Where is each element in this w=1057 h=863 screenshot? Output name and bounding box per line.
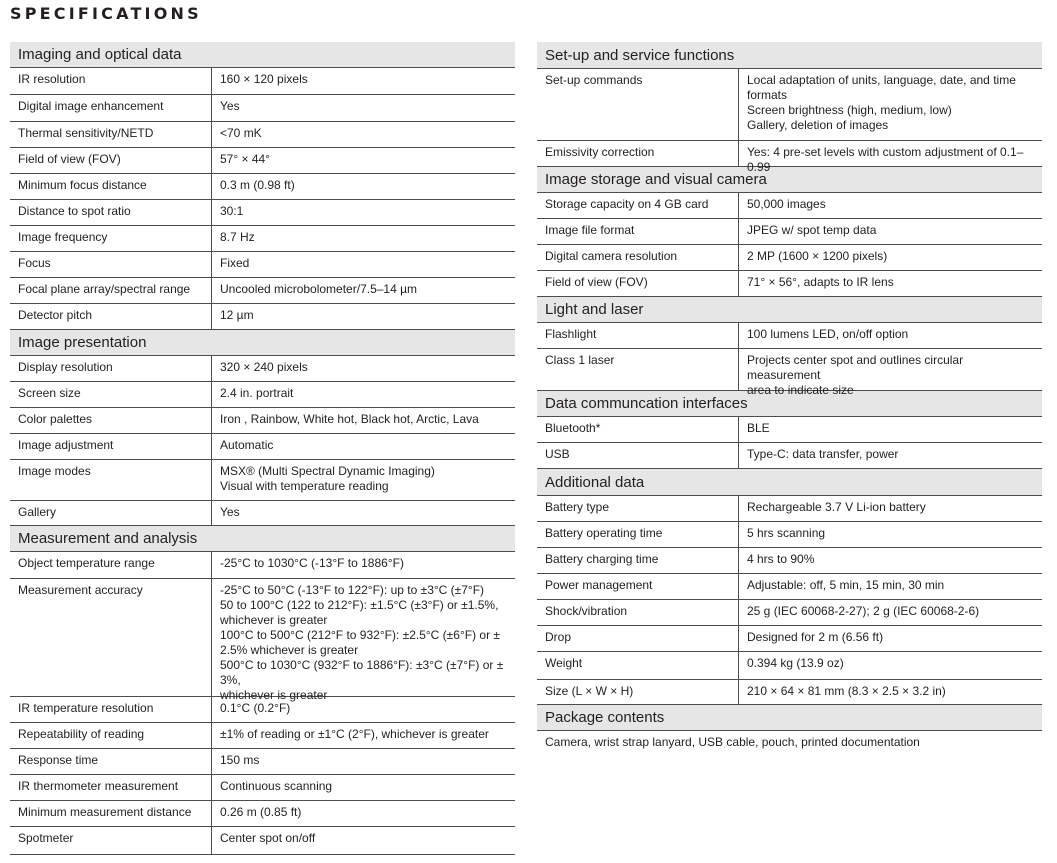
spec-value	[212, 252, 515, 277]
spec-row	[537, 626, 1042, 652]
spec-value-line: JPEG w/ spot temp data	[747, 223, 877, 237]
spec-value	[739, 417, 1042, 442]
spec-label: Thermal sensitivity/NETD	[10, 122, 212, 147]
spec-value-line: 30:1	[220, 204, 244, 218]
spec-value-line: 5 hrs scanning	[747, 526, 826, 540]
spec-label: Drop	[537, 626, 739, 651]
spec-value-line: Projects center spot and outlines circular measurement	[747, 353, 964, 382]
spec-value-line: -25°C to 1030°C (-13°F to 1886°F)	[220, 556, 404, 570]
spec-label: Screen size	[10, 382, 212, 407]
spec-value-line: BLE	[747, 421, 770, 435]
spec-row	[537, 522, 1042, 548]
spec-value-line: Yes: 4 pre-set levels with custom adjustment of 0.1–0.99	[747, 145, 1024, 174]
spec-label: Minimum focus distance	[10, 174, 212, 199]
spec-label: Object temperature range	[10, 552, 212, 578]
spec-label: IR thermometer measurement	[10, 775, 212, 800]
spec-row	[537, 496, 1042, 522]
spec-row	[537, 652, 1042, 680]
spec-row	[537, 193, 1042, 219]
spec-row	[10, 408, 515, 434]
spec-label: Color palettes	[10, 408, 212, 433]
section-heading: Data communcation interfaces	[537, 391, 1042, 417]
section-heading: Imaging and optical data	[10, 42, 515, 68]
spec-label: Power management	[537, 574, 739, 599]
spec-value	[212, 723, 515, 748]
spec-label: Battery type	[537, 496, 739, 521]
spec-value	[212, 827, 515, 854]
spec-value-line: 210 × 64 × 81 mm (8.3 × 2.5 × 3.2 in)	[747, 684, 946, 698]
spec-value	[212, 122, 515, 147]
spec-value	[212, 95, 515, 121]
spec-row	[10, 382, 515, 408]
section-heading: Measurement and analysis	[10, 526, 515, 552]
spec-label: Size (L × W × H)	[537, 680, 739, 704]
spec-value	[739, 219, 1042, 244]
right-spec-column	[537, 42, 1042, 761]
section-heading: Additional data	[537, 469, 1042, 496]
spec-value	[739, 680, 1042, 704]
spec-value	[212, 501, 515, 525]
spec-row	[537, 600, 1042, 626]
spec-label: Digital camera resolution	[537, 245, 739, 270]
spec-label: Digital image enhancement	[10, 95, 212, 121]
spec-value-line: Continuous scanning	[220, 779, 333, 793]
spec-value-line: ±1% of reading or ±1°C (2°F), whichever is greater	[220, 727, 489, 741]
spec-row	[10, 95, 515, 122]
spec-row	[10, 252, 515, 278]
spec-label: Response time	[10, 749, 212, 774]
spec-value	[212, 434, 515, 459]
spec-value-line: 100 lumens LED, on/off option	[747, 327, 909, 341]
spec-row	[537, 271, 1042, 297]
spec-value-line: 0.3 m (0.98 ft)	[220, 178, 295, 192]
spec-value	[212, 801, 515, 826]
spec-value-line: formats	[747, 88, 788, 102]
section-heading: Set-up and service functions	[537, 42, 1042, 69]
spec-row	[10, 304, 515, 330]
spec-row	[10, 278, 515, 304]
spec-value-line: 4 hrs to 90%	[747, 552, 815, 566]
spec-row	[10, 434, 515, 460]
spec-label: Shock/vibration	[537, 600, 739, 625]
spec-label: Display resolution	[10, 356, 212, 381]
spec-value-line: 12 µm	[220, 308, 254, 322]
spec-row	[10, 775, 515, 801]
spec-value-line: 0.26 m (0.85 ft)	[220, 805, 302, 819]
spec-value-line: 0.394 kg (13.9 oz)	[747, 656, 844, 670]
spec-value	[212, 697, 515, 722]
section-heading: Image storage and visual camera	[537, 167, 1042, 193]
spec-value	[212, 68, 515, 94]
spec-value-line: Yes	[220, 505, 240, 519]
left-spec-column	[10, 42, 515, 855]
spec-row	[10, 697, 515, 723]
spec-value-line: Gallery, deletion of images	[747, 118, 889, 132]
spec-label: Measurement accuracy	[10, 579, 212, 696]
spec-label: Image file format	[537, 219, 739, 244]
spec-value	[739, 245, 1042, 270]
spec-row	[537, 219, 1042, 245]
spec-value	[739, 496, 1042, 521]
section-heading: Light and laser	[537, 297, 1042, 323]
spec-value-line: 150 ms	[220, 753, 260, 767]
spec-row	[10, 827, 515, 855]
spec-value-line: Visual with temperature reading	[220, 479, 389, 493]
spec-row	[537, 680, 1042, 705]
spec-row	[537, 548, 1042, 574]
spec-row	[10, 801, 515, 827]
spec-value-line: Adjustable: off, 5 min, 15 min, 30 min	[747, 578, 945, 592]
spec-value-line: 100°C to 500°C (212°F to 932°F): ±2.5°C (±6°F) or ±	[220, 628, 500, 642]
spec-value-line: 71° × 56°, adapts to IR lens	[747, 275, 894, 289]
spec-value-line: Uncooled microbolometer/7.5–14 µm	[220, 282, 418, 296]
spec-value-line: 500°C to 1030°C (932°F to 1886°F): ±3°C (±7°F) or ± 3%,	[220, 658, 504, 687]
spec-value	[212, 749, 515, 774]
spec-value	[212, 356, 515, 381]
spec-value	[739, 626, 1042, 651]
spec-row	[10, 122, 515, 148]
spec-value-line: 50,000 images	[747, 197, 826, 211]
spec-value-line: 8.7 Hz	[220, 230, 255, 244]
spec-label: Flashlight	[537, 323, 739, 348]
spec-label: Focus	[10, 252, 212, 277]
spec-value	[739, 600, 1042, 625]
spec-label: Detector pitch	[10, 304, 212, 329]
spec-label: Distance to spot ratio	[10, 200, 212, 225]
spec-value	[739, 193, 1042, 218]
spec-label: USB	[537, 443, 739, 468]
spec-value	[212, 174, 515, 199]
spec-value-line: Screen brightness (high, medium, low)	[747, 103, 952, 117]
spec-value-line: 2.4 in. portrait	[220, 386, 294, 400]
spec-label: Emissivity correction	[537, 141, 739, 166]
spec-label: Image modes	[10, 460, 212, 500]
spec-value-line: MSX® (Multi Spectral Dynamic Imaging)	[220, 464, 435, 478]
spec-value	[212, 460, 515, 500]
spec-label: Weight	[537, 652, 739, 679]
section-heading: Package contents	[537, 705, 1042, 731]
spec-row	[10, 723, 515, 749]
spec-row	[10, 579, 515, 702]
spec-value-line: 50 to 100°C (122 to 212°F): ±1.5°C (±3°F) or ±1.5%,	[220, 598, 499, 612]
spec-row	[537, 141, 1042, 174]
spec-label: Focal plane array/spectral range	[10, 278, 212, 303]
section-heading: Image presentation	[10, 330, 515, 356]
spec-value	[739, 271, 1042, 296]
spec-value	[212, 382, 515, 407]
spec-label: Image adjustment	[10, 434, 212, 459]
spec-label: IR temperature resolution	[10, 697, 212, 722]
spec-value	[212, 579, 515, 702]
spec-label: Class 1 laser	[537, 349, 739, 390]
spec-value	[212, 304, 515, 329]
spec-label: Image frequency	[10, 226, 212, 251]
spec-value-line: Yes	[220, 99, 240, 113]
spec-value	[212, 552, 515, 578]
spec-row	[537, 323, 1042, 349]
spec-value-line: 160 × 120 pixels	[220, 72, 308, 86]
spec-value-line: 2 MP (1600 × 1200 pixels)	[747, 249, 888, 263]
spec-row	[537, 349, 1042, 397]
spec-label: Spotmeter	[10, 827, 212, 854]
spec-value-line: area to indicate size	[747, 383, 854, 397]
spec-value-line: 25 g (IEC 60068-2-27); 2 g (IEC 60068-2-6)	[747, 604, 980, 618]
spec-row	[10, 460, 515, 501]
spec-value-line: Automatic	[220, 438, 274, 452]
spec-label: IR resolution	[10, 68, 212, 94]
spec-value	[739, 652, 1042, 679]
spec-value	[739, 443, 1042, 468]
page-title: SPECIFICATIONS	[10, 4, 202, 23]
spec-row	[10, 148, 515, 174]
spec-value-line: 57° × 44°	[220, 152, 270, 166]
spec-row	[537, 245, 1042, 271]
spec-label: Bluetooth*	[537, 417, 739, 442]
spec-value-line: Iron , Rainbow, White hot, Black hot, Arctic, Lava	[220, 412, 479, 426]
spec-value	[739, 548, 1042, 573]
spec-value-line: 0.1°C (0.2°F)	[220, 701, 291, 715]
spec-label: Field of view (FOV)	[537, 271, 739, 296]
spec-row	[10, 552, 515, 579]
spec-row	[10, 501, 515, 526]
spec-value-line: <70 mK	[220, 126, 262, 140]
spec-label: Set-up commands	[537, 69, 739, 140]
spec-label: Field of view (FOV)	[10, 148, 212, 173]
spec-value-line: Center spot on/off	[220, 831, 316, 845]
spec-value	[739, 323, 1042, 348]
spec-label: Battery operating time	[537, 522, 739, 547]
spec-value	[212, 226, 515, 251]
spec-label: Gallery	[10, 501, 212, 525]
spec-row	[10, 68, 515, 95]
spec-value-line: Type-C: data transfer, power	[747, 447, 899, 461]
spec-row	[537, 443, 1042, 469]
spec-value-line: -25°C to 50°C (-13°F to 122°F): up to ±3°C (±7°F)	[220, 583, 485, 597]
spec-value-line: Local adaptation of units, language, date, and time	[747, 73, 1016, 87]
spec-value	[212, 200, 515, 225]
spec-value-line: Fixed	[220, 256, 250, 270]
spec-value-line: whichever is greater	[220, 613, 328, 627]
spec-label: Repeatability of reading	[10, 723, 212, 748]
spec-value	[212, 278, 515, 303]
spec-value	[739, 574, 1042, 599]
spec-value	[739, 522, 1042, 547]
spec-row	[10, 200, 515, 226]
spec-row	[537, 417, 1042, 443]
spec-value	[739, 69, 1042, 140]
spec-value	[212, 408, 515, 433]
spec-value-line: Designed for 2 m (6.56 ft)	[747, 630, 884, 644]
spec-value	[212, 775, 515, 800]
spec-row	[537, 69, 1042, 141]
spec-label: Battery charging time	[537, 548, 739, 573]
spec-label: Storage capacity on 4 GB card	[537, 193, 739, 218]
spec-value-line: whichever is greater	[220, 688, 328, 702]
spec-value	[739, 349, 1042, 397]
spec-value-line: 320 × 240 pixels	[220, 360, 308, 374]
package-contents-text: Camera, wrist strap lanyard, USB cable, pouch, printed documentation	[545, 735, 920, 749]
spec-value-line: 2.5% whichever is greater	[220, 643, 359, 657]
spec-row	[10, 174, 515, 200]
spec-value	[212, 148, 515, 173]
spec-value-line: Rechargeable 3.7 V Li-ion battery	[747, 500, 926, 514]
spec-label: Minimum measurement distance	[10, 801, 212, 826]
spec-row	[10, 749, 515, 775]
spec-row	[10, 226, 515, 252]
spec-row	[10, 356, 515, 382]
spec-row	[537, 574, 1042, 600]
spec-value	[739, 141, 1042, 174]
